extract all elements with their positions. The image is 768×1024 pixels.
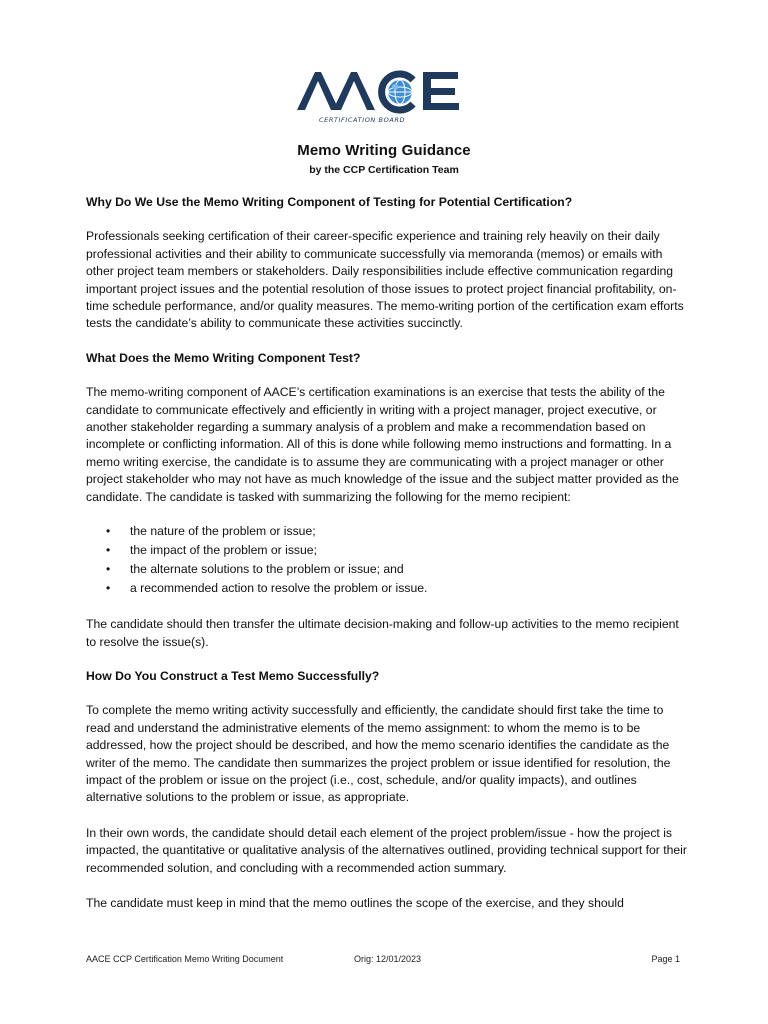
list-item: • the alternate solutions to the problem or issue; and [86,560,691,579]
paragraph: To complete the memo writing activity successfully and efficiently, the candidate should first take the time to read and understand the administrative elements of the memo assignment: to whom the memo is to be addressed, how the project should be described, and how the memo scenario identifies the candidate as the writer of the memo. The candidate then summarizes the project problem or issue identified for resolution, the impact of the problem or issue on the project (i.e., cost, schedule, and/or quality impacts), and outlines alternative solutions to the problem or issue, as appropriate. [86,703,671,805]
page-title: Memo Writing Guidance [297,142,471,159]
section-heading: Why Do We Use the Memo Writing Component of Testing for Potential Certification? [86,195,573,209]
footer-page-number: Page 1 [651,954,680,964]
list-item: • the impact of the problem or issue; [86,541,691,560]
list-item: • the nature of the problem or issue; [86,522,691,541]
footer-document-name: AACE CCP Certification Memo Writing Document [86,954,284,964]
paragraph: The candidate must keep in mind that the memo outlines the scope of the exercise, and they should [86,895,624,910]
list-item: • a recommended action to resolve the problem or issue. [86,579,691,598]
document-body [86,194,691,912]
paragraph: The memo-writing component of AACE’s certification examinations is an exercise that tests the ability of the candidate to communicate effectively and efficiently in writing with a project manager, project executive, or another stakeholder regarding a summary analysis of a problem and make a recommendation based on incomplete or conflicting information. All of this is done while following memo instructions and formatting. In a memo writing exercise, the candidate is to assume they are communicating with a project manager or other project stakeholder who may not have as much knowledge of the issue and the subject matter provided as the candidate. The candidate is tasked with summarizing the following for the memo recipient: [86,385,679,504]
footer-date: Orig: 12/01/2023 [354,954,422,964]
globe-icon [382,74,413,110]
paragraph: Professionals seeking certification of their career-specific experience and training rely heavily on their daily professional activities and their ability to communicate successfully via memoranda (memos) or emails with other project team members or stakeholders. Daily responsibilities include effective communication regarding important project issues and the potential resolution of those issues to protect project financial profitability, on-time schedule performance, and/or quality measures. The memo-writing portion of the certification exam efforts tests the candidate’s ability to communicate these activities succinctly. [86,229,684,331]
bullet-list [86,522,691,598]
section-heading: What Does the Memo Writing Component Test? [86,350,361,365]
page-subtitle: by the CCP Certification Team [309,164,459,176]
logo-tagline: CERTIFICATION BOARD [319,116,406,124]
aace-logo [295,68,465,126]
paragraph: In their own words, the candidate should detail each element of the project problem/issue - how the project is impacted, the quantitative or qualitative analysis of the alternatives outlined, providing technical support for their recommended solution, and concluding with a recommended action summary. [86,825,687,875]
paragraph: The candidate should then transfer the ultimate decision-making and follow-up activities to the memo recipient to resolve the issue(s). [86,617,679,649]
aace-logo-graphic [295,68,465,126]
section-heading: How Do You Construct a Test Memo Successfully? [86,668,380,683]
